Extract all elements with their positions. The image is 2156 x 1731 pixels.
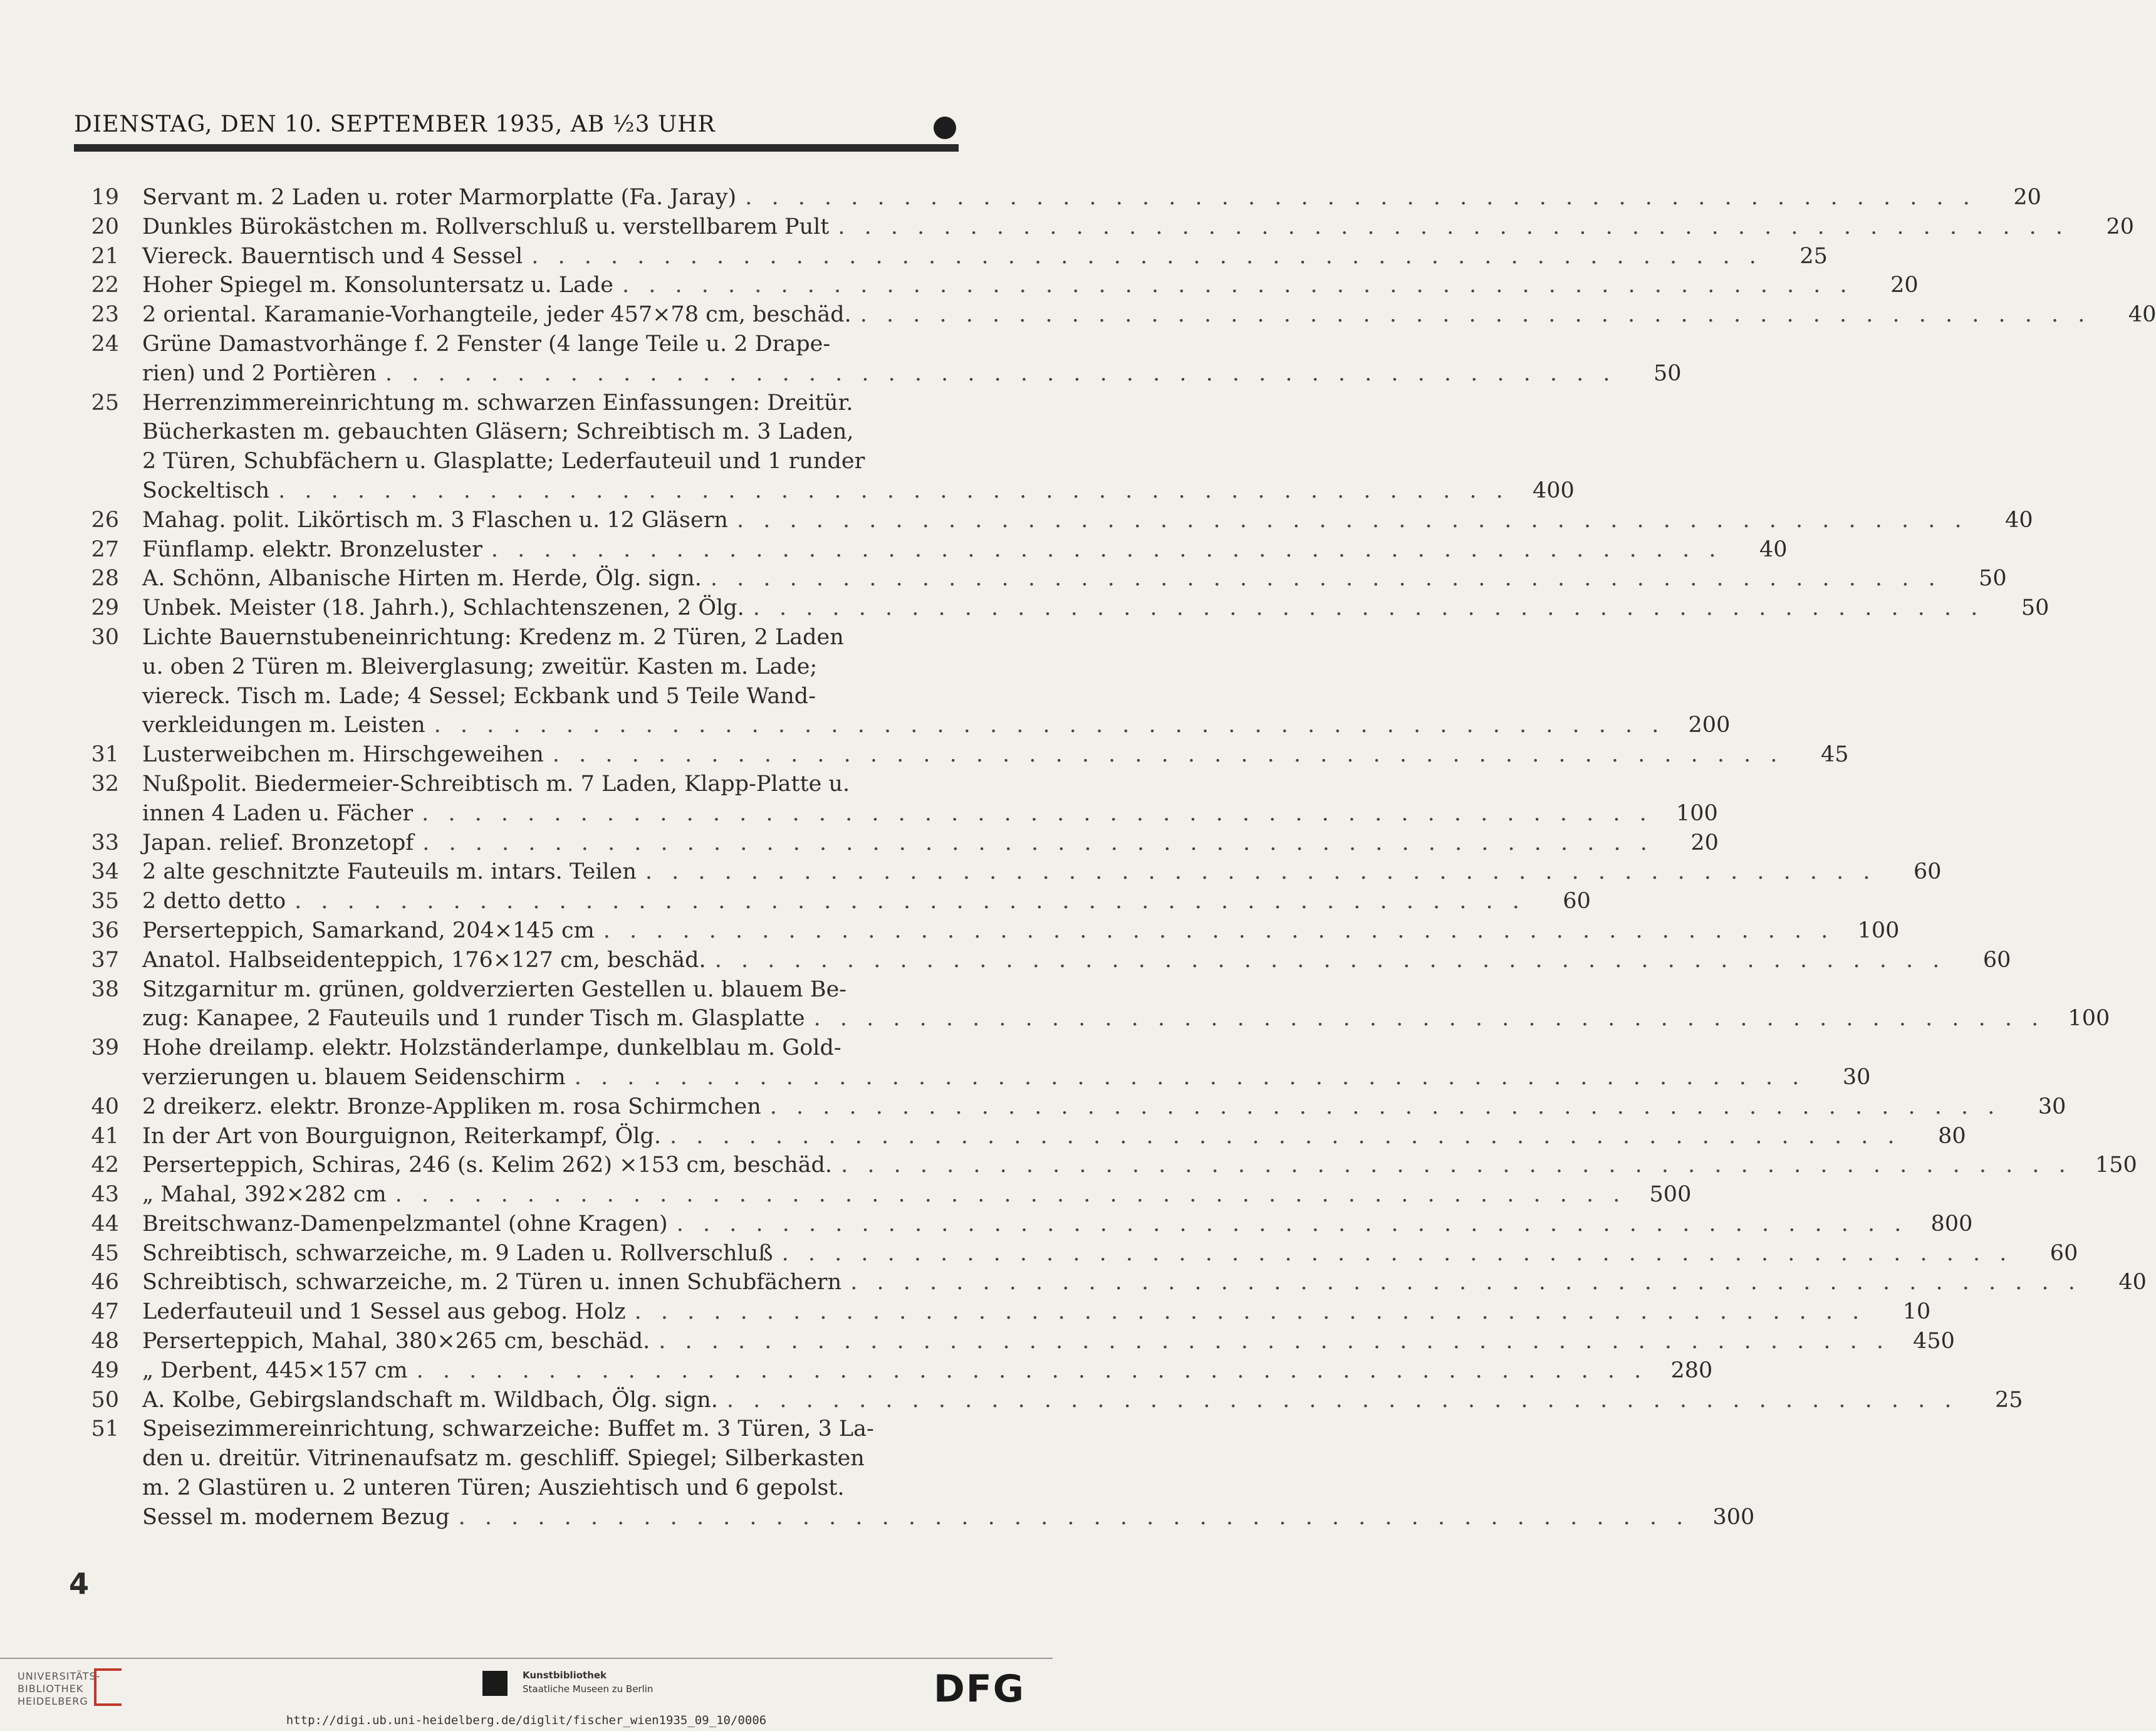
lot-final-line bbox=[142, 1122, 1966, 1151]
dot-leader bbox=[422, 829, 1653, 858]
lot-price: 20 bbox=[2106, 214, 2135, 239]
dot-leader bbox=[603, 916, 1835, 946]
lot-price: 800 bbox=[1930, 1211, 1973, 1237]
lot-row bbox=[91, 740, 1849, 770]
lot-number: 42 bbox=[91, 1153, 119, 1178]
lot-row bbox=[91, 1239, 2078, 1268]
footer-divider bbox=[0, 1658, 1053, 1659]
lot-row bbox=[91, 1356, 1713, 1386]
lot-price: 300 bbox=[1712, 1504, 1755, 1530]
lot-row bbox=[91, 389, 1575, 506]
lot-text-line: Unbek. Meister (18. Jahrh.), Schlachtenszenen, 2 Ölg. bbox=[142, 595, 744, 621]
lot-row bbox=[91, 564, 2007, 594]
lot-text-line: verkleidungen m. Leisten bbox=[142, 713, 425, 738]
lot-final-line bbox=[142, 1151, 2137, 1180]
lot-row bbox=[91, 829, 1719, 858]
lot-row bbox=[91, 946, 2011, 975]
lot-description bbox=[142, 740, 1849, 770]
lot-final-line bbox=[142, 1004, 2110, 1033]
dot-leader bbox=[770, 1092, 2001, 1122]
lot-number: 25 bbox=[91, 390, 119, 416]
lot-price: 20 bbox=[1890, 273, 1919, 298]
lot-row bbox=[91, 975, 2110, 1034]
lot-final-line bbox=[142, 946, 2011, 975]
lot-price: 50 bbox=[1653, 360, 1682, 386]
university-library-logo: UNIVERSITÄTS- BIBLIOTHEK HEIDELBERG bbox=[18, 1670, 101, 1707]
library-mark-icon bbox=[94, 1668, 122, 1706]
dot-leader bbox=[622, 271, 1853, 300]
lot-final-line bbox=[142, 1503, 1754, 1532]
lot-final-line bbox=[142, 183, 2041, 212]
lot-description bbox=[142, 1356, 1712, 1386]
lot-number: 24 bbox=[91, 331, 119, 357]
dot-leader bbox=[531, 242, 1763, 271]
dot-leader bbox=[814, 1004, 2045, 1033]
dot-leader bbox=[491, 535, 1722, 565]
lot-description bbox=[142, 183, 2041, 212]
lot-description bbox=[142, 506, 2033, 535]
lot-description bbox=[142, 916, 1899, 946]
lot-text-line: verzierungen u. blauem Seidenschirm bbox=[142, 1064, 566, 1090]
lot-text-line: Hoher Spiegel m. Konsoluntersatz u. Lade bbox=[142, 273, 613, 298]
lot-final-line bbox=[142, 829, 1719, 858]
lot-row bbox=[91, 1210, 1973, 1239]
dot-leader bbox=[715, 946, 1946, 975]
lot-final-line bbox=[142, 887, 1591, 916]
lot-number: 46 bbox=[91, 1270, 119, 1295]
lot-row bbox=[91, 535, 1788, 565]
lot-text-line: innen 4 Laden u. Fächer bbox=[142, 800, 414, 826]
lot-final-line bbox=[142, 1327, 1955, 1356]
lot-final-line bbox=[142, 564, 2007, 594]
dot-leader bbox=[553, 740, 1784, 770]
lot-text-line: Lusterweibchen m. Hirschgeweihen bbox=[142, 742, 544, 768]
lot-final-line bbox=[142, 1268, 2147, 1297]
lot-text-line: Perserteppich, Schiras, 246 (s. Kelim 262) ×153 cm, beschäd. bbox=[142, 1153, 833, 1178]
lot-text-line: Perserteppich, Samarkand, 204×145 cm bbox=[142, 918, 595, 943]
lot-row bbox=[91, 594, 2049, 623]
lot-text-line: 2 alte geschnitzte Fauteuils m. intars. Teilen bbox=[142, 859, 637, 885]
dot-leader bbox=[850, 1268, 2081, 1297]
lot-row bbox=[91, 887, 1591, 916]
lot-text-line: Herrenzimmereinrichtung m. schwarzen Einfassungen: Dreitür. bbox=[142, 390, 853, 416]
lot-text-line: Servant m. 2 Laden u. roter Marmorplatte (Fa. Jaray) bbox=[142, 185, 737, 210]
lot-text-line: Schreibtisch, schwarzeiche, m. 9 Laden u. Rollverschluß bbox=[142, 1240, 773, 1266]
dot-leader bbox=[278, 476, 1509, 506]
lot-text-line: m. 2 Glastüren u. 2 unteren Türen; Ausziehtisch und 6 gepolst. bbox=[142, 1475, 845, 1501]
lot-text-line: A. Schönn, Albanische Hirten m. Herde, Ölg. sign. bbox=[142, 566, 702, 592]
lot-final-line bbox=[142, 740, 1849, 770]
dot-leader bbox=[838, 212, 2069, 242]
lot-number: 27 bbox=[91, 536, 119, 562]
lot-number: 37 bbox=[91, 947, 119, 973]
lot-price: 500 bbox=[1649, 1182, 1692, 1208]
lot-final-line bbox=[142, 476, 1575, 506]
lot-text-line: A. Kolbe, Gebirgslandschaft m. Wildbach, Ölg. sign. bbox=[142, 1387, 718, 1413]
lot-final-line bbox=[142, 1210, 1972, 1239]
lot-text-line: Bücherkasten m. gebauchten Gläsern; Schreibtisch m. 3 Laden, bbox=[142, 419, 854, 445]
dot-leader bbox=[575, 1063, 1806, 1092]
lot-final-line bbox=[142, 242, 1828, 271]
dot-leader bbox=[711, 564, 1942, 594]
lot-price: 30 bbox=[1842, 1064, 1871, 1090]
lot-price: 40 bbox=[2005, 507, 2033, 533]
lot-row bbox=[91, 857, 1942, 887]
lot-price: 40 bbox=[2118, 1270, 2147, 1295]
lot-description bbox=[142, 1180, 1691, 1210]
lot-number: 40 bbox=[91, 1094, 119, 1119]
lot-text-line: Perserteppich, Mahal, 380×265 cm, beschäd. bbox=[142, 1329, 650, 1354]
lot-description bbox=[142, 212, 2134, 242]
lot-row bbox=[91, 770, 1718, 829]
lot-number: 30 bbox=[91, 624, 119, 650]
lot-description bbox=[142, 594, 2049, 623]
lot-number: 49 bbox=[91, 1357, 119, 1383]
dot-leader bbox=[670, 1122, 1901, 1151]
lot-price: 10 bbox=[1902, 1299, 1931, 1325]
lot-final-line bbox=[142, 916, 1899, 946]
lot-final-line bbox=[142, 359, 1682, 389]
dot-leader bbox=[294, 887, 1526, 916]
lot-description bbox=[142, 564, 2007, 594]
lot-text-line: Lederfauteuil und 1 Sessel aus gebog. Holz bbox=[142, 1299, 626, 1325]
lot-row bbox=[91, 300, 2156, 330]
lot-row bbox=[91, 330, 1682, 389]
dot-leader bbox=[841, 1151, 2072, 1180]
lot-final-line bbox=[142, 711, 1730, 740]
lot-price: 200 bbox=[1688, 713, 1731, 738]
lot-row bbox=[91, 1122, 1966, 1151]
lot-price: 280 bbox=[1670, 1357, 1713, 1383]
kunstbibliothek-label: Kunstbibliothek Staatliche Museen zu Berlin bbox=[523, 1670, 654, 1695]
lot-row bbox=[91, 271, 1919, 300]
lot-number: 19 bbox=[91, 185, 119, 210]
dot-leader bbox=[395, 1180, 1627, 1210]
lot-row bbox=[91, 916, 1900, 946]
lot-row bbox=[91, 212, 2135, 242]
lot-row bbox=[91, 1033, 1871, 1092]
lot-number: 22 bbox=[91, 273, 119, 298]
dot-leader bbox=[860, 300, 2091, 330]
lot-number: 26 bbox=[91, 507, 119, 533]
lot-number: 39 bbox=[91, 1035, 119, 1061]
lot-text-line: Schreibtisch, schwarzeiche, m. 2 Türen u. innen Schubfächern bbox=[142, 1270, 842, 1295]
lot-number: 50 bbox=[91, 1387, 119, 1413]
lot-final-line bbox=[142, 212, 2134, 242]
lot-description bbox=[142, 946, 2011, 975]
dot-leader bbox=[737, 506, 1968, 535]
dot-leader bbox=[635, 1297, 1866, 1327]
lot-price: 100 bbox=[1675, 800, 1718, 826]
lot-description bbox=[142, 1415, 1754, 1532]
dot-leader bbox=[745, 183, 1976, 212]
lot-number: 23 bbox=[91, 302, 119, 328]
lot-text-line: Viereck. Bauerntisch und 4 Sessel bbox=[142, 243, 523, 269]
lot-text-line: Grüne Damastvorhänge f. 2 Fenster (4 lange Teile u. 2 Drape- bbox=[142, 331, 831, 357]
lot-number: 34 bbox=[91, 859, 119, 885]
dot-leader bbox=[422, 799, 1653, 829]
lot-list bbox=[91, 183, 2156, 1532]
lot-description bbox=[142, 1239, 2078, 1268]
lot-text-line: Nußpolit. Biedermeier-Schreibtisch m. 7 Laden, Klapp-Platte u. bbox=[142, 771, 850, 797]
lot-description bbox=[142, 623, 1730, 740]
lot-price: 25 bbox=[1799, 243, 1828, 269]
dot-leader bbox=[782, 1239, 2013, 1268]
lot-price: 60 bbox=[2049, 1240, 2078, 1266]
lot-number: 45 bbox=[91, 1240, 119, 1266]
lot-text-line: 2 oriental. Karamanie-Vorhangteile, jeder 457×78 cm, beschäd. bbox=[142, 302, 851, 328]
lot-row bbox=[91, 242, 1828, 271]
lot-number: 47 bbox=[91, 1299, 119, 1325]
lot-row bbox=[91, 1386, 2023, 1415]
lot-text-line: viereck. Tisch m. Lade; 4 Sessel; Eckbank und 5 Teile Wand- bbox=[142, 683, 816, 709]
lot-number: 36 bbox=[91, 918, 119, 943]
lot-description bbox=[142, 829, 1719, 858]
lot-number: 31 bbox=[91, 742, 119, 768]
lot-description bbox=[142, 1268, 2147, 1297]
lot-description bbox=[142, 1092, 2066, 1122]
dot-leader bbox=[645, 857, 1877, 887]
lot-price: 20 bbox=[1690, 830, 1719, 855]
lot-description bbox=[142, 1151, 2137, 1180]
lot-final-line bbox=[142, 1092, 2066, 1122]
lot-text-line: „ Derbent, 445×157 cm bbox=[142, 1357, 408, 1383]
lot-text-line: Hohe dreilamp. elektr. Holzständerlampe, dunkelblau m. Gold- bbox=[142, 1035, 841, 1061]
lot-final-line bbox=[142, 1386, 2023, 1415]
lot-text-line: Breitschwanz-Damenpelzmantel (ohne Kragen) bbox=[142, 1211, 668, 1237]
source-url[interactable]: http://digi.ub.uni-heidelberg.de/diglit/fischer_wien1935_09_10/0006 bbox=[286, 1713, 767, 1727]
lot-text-line: Mahag. polit. Likörtisch m. 3 Flaschen u. 12 Gläsern bbox=[142, 507, 728, 533]
lot-text-line: 2 Türen, Schubfächern u. Glasplatte; Lederfauteuil und 1 runder bbox=[142, 449, 865, 474]
lot-final-line bbox=[142, 1063, 1870, 1092]
lot-text-line: 2 dreikerz. elektr. Bronze-Appliken m. rosa Schirmchen bbox=[142, 1094, 761, 1119]
lot-number: 41 bbox=[91, 1123, 119, 1149]
lot-final-line bbox=[142, 271, 1919, 300]
lot-text-line: Japan. relief. Bronzetopf bbox=[142, 830, 414, 855]
lot-description bbox=[142, 330, 1682, 389]
lot-description bbox=[142, 300, 2156, 330]
lot-price: 60 bbox=[1563, 889, 1591, 914]
lot-number: 28 bbox=[91, 566, 119, 592]
lot-text-line: rien) und 2 Portièren bbox=[142, 360, 377, 386]
lot-price: 450 bbox=[1913, 1329, 1955, 1354]
lot-description bbox=[142, 1210, 1972, 1239]
lot-number: 21 bbox=[91, 243, 119, 269]
lot-row bbox=[91, 1327, 1955, 1356]
lot-number: 38 bbox=[91, 976, 119, 1002]
lot-text-line: Anatol. Halbseidenteppich, 176×127 cm, beschäd. bbox=[142, 947, 706, 973]
lot-row bbox=[91, 623, 1731, 740]
lot-description bbox=[142, 1327, 1955, 1356]
dot-leader bbox=[385, 359, 1617, 389]
lot-price: 80 bbox=[1938, 1123, 1966, 1149]
lot-description bbox=[142, 242, 1828, 271]
lot-final-line bbox=[142, 1297, 1930, 1327]
lot-text-line: In der Art von Bourguignon, Reiterkampf, Ölg. bbox=[142, 1123, 662, 1149]
lot-description bbox=[142, 535, 1788, 565]
dot-leader bbox=[659, 1327, 1890, 1356]
dot-leader bbox=[727, 1386, 1958, 1415]
lot-text-line: Sessel m. modernem Bezug bbox=[142, 1504, 450, 1530]
dot-leader bbox=[417, 1356, 1648, 1386]
lot-price: 100 bbox=[2068, 1006, 2110, 1032]
kunstbibliothek-logo-icon bbox=[482, 1671, 508, 1696]
dot-leader bbox=[677, 1210, 1908, 1239]
lot-number: 32 bbox=[91, 771, 119, 797]
lot-price: 20 bbox=[2013, 185, 2041, 210]
lot-number: 33 bbox=[91, 830, 119, 855]
lot-final-line bbox=[142, 1180, 1691, 1210]
lot-final-line bbox=[142, 535, 1788, 565]
page-header: DIENSTAG, DEN 10. SEPTEMBER 1935, AB ½3 UHR bbox=[74, 112, 716, 137]
lot-price: 60 bbox=[1982, 947, 2011, 973]
lot-row bbox=[91, 1415, 1755, 1532]
lot-final-line bbox=[142, 506, 2033, 535]
lot-final-line bbox=[142, 300, 2156, 330]
lot-final-line bbox=[142, 1356, 1712, 1386]
lot-text-line: Dunkles Bürokästchen m. Rollverschluß u. verstellbarem Pult bbox=[142, 214, 830, 239]
lot-description bbox=[142, 1386, 2023, 1415]
lot-description bbox=[142, 975, 2110, 1034]
lot-number: 43 bbox=[91, 1182, 119, 1208]
dot-leader bbox=[459, 1503, 1690, 1532]
lot-price: 45 bbox=[1820, 742, 1849, 768]
lot-text-line: Speisezimmereinrichtung, schwarzeiche: Buffet m. 3 Türen, 3 La- bbox=[142, 1416, 874, 1442]
lot-description bbox=[142, 887, 1591, 916]
lot-final-line bbox=[142, 594, 2049, 623]
dot-leader bbox=[434, 711, 1665, 740]
lot-price: 50 bbox=[2021, 595, 2049, 621]
lot-price: 25 bbox=[1995, 1387, 2023, 1413]
dfg-logo: DFG bbox=[934, 1667, 1026, 1711]
page-number: 4 bbox=[69, 1567, 90, 1601]
lot-text-line: Lichte Bauernstubeneinrichtung: Kredenz m. 2 Türen, 2 Laden bbox=[142, 624, 844, 650]
lot-number: 44 bbox=[91, 1211, 119, 1237]
lot-description bbox=[142, 857, 1942, 887]
header-dot-icon bbox=[934, 117, 956, 139]
lot-text-line: u. oben 2 Türen m. Bleiverglasung; zweitür. Kasten m. Lade; bbox=[142, 654, 818, 679]
lot-row bbox=[91, 1297, 1931, 1327]
lot-final-line bbox=[142, 799, 1718, 829]
lot-row bbox=[91, 506, 2033, 535]
lot-price: 30 bbox=[2038, 1094, 2066, 1119]
lot-final-line bbox=[142, 1239, 2078, 1268]
lot-number: 29 bbox=[91, 595, 119, 621]
lot-number: 51 bbox=[91, 1416, 119, 1442]
lot-price: 40 bbox=[2128, 302, 2156, 328]
lot-row bbox=[91, 1092, 2066, 1122]
lot-price: 400 bbox=[1533, 478, 1575, 503]
lot-description bbox=[142, 1122, 1966, 1151]
lot-number: 48 bbox=[91, 1329, 119, 1354]
lot-description bbox=[142, 770, 1718, 829]
lot-price: 100 bbox=[1857, 918, 1900, 943]
lot-row bbox=[91, 1151, 2137, 1180]
lot-text-line: Fünflamp. elektr. Bronzeluster bbox=[142, 536, 482, 562]
lot-price: 50 bbox=[1979, 566, 2007, 592]
header-rule bbox=[74, 144, 959, 152]
lot-text-line: 2 detto detto bbox=[142, 889, 286, 914]
lot-price: 150 bbox=[2095, 1153, 2137, 1178]
lot-price: 60 bbox=[1914, 859, 1942, 885]
lot-row bbox=[91, 1268, 2147, 1297]
lot-text-line: zug: Kanapee, 2 Fauteuils und 1 runder Tisch m. Glasplatte bbox=[142, 1006, 805, 1032]
dot-leader bbox=[753, 594, 1984, 623]
lot-description bbox=[142, 1033, 1870, 1092]
lot-text-line: den u. dreitür. Vitrinenaufsatz m. geschliff. Spiegel; Silberkasten bbox=[142, 1446, 865, 1472]
lot-number: 20 bbox=[91, 214, 119, 239]
lot-price: 40 bbox=[1759, 536, 1788, 562]
lot-final-line bbox=[142, 857, 1942, 887]
lot-description bbox=[142, 1297, 1930, 1327]
lot-text-line: Sockeltisch bbox=[142, 478, 270, 503]
lot-row bbox=[91, 183, 2041, 212]
lot-row bbox=[91, 1180, 1692, 1210]
lot-number: 35 bbox=[91, 889, 119, 914]
lot-text-line: Sitzgarnitur m. grünen, goldverzierten Gestellen u. blauem Be- bbox=[142, 976, 847, 1002]
lot-description bbox=[142, 271, 1919, 300]
lot-description bbox=[142, 389, 1575, 506]
lot-text-line: „ Mahal, 392×282 cm bbox=[142, 1182, 387, 1208]
